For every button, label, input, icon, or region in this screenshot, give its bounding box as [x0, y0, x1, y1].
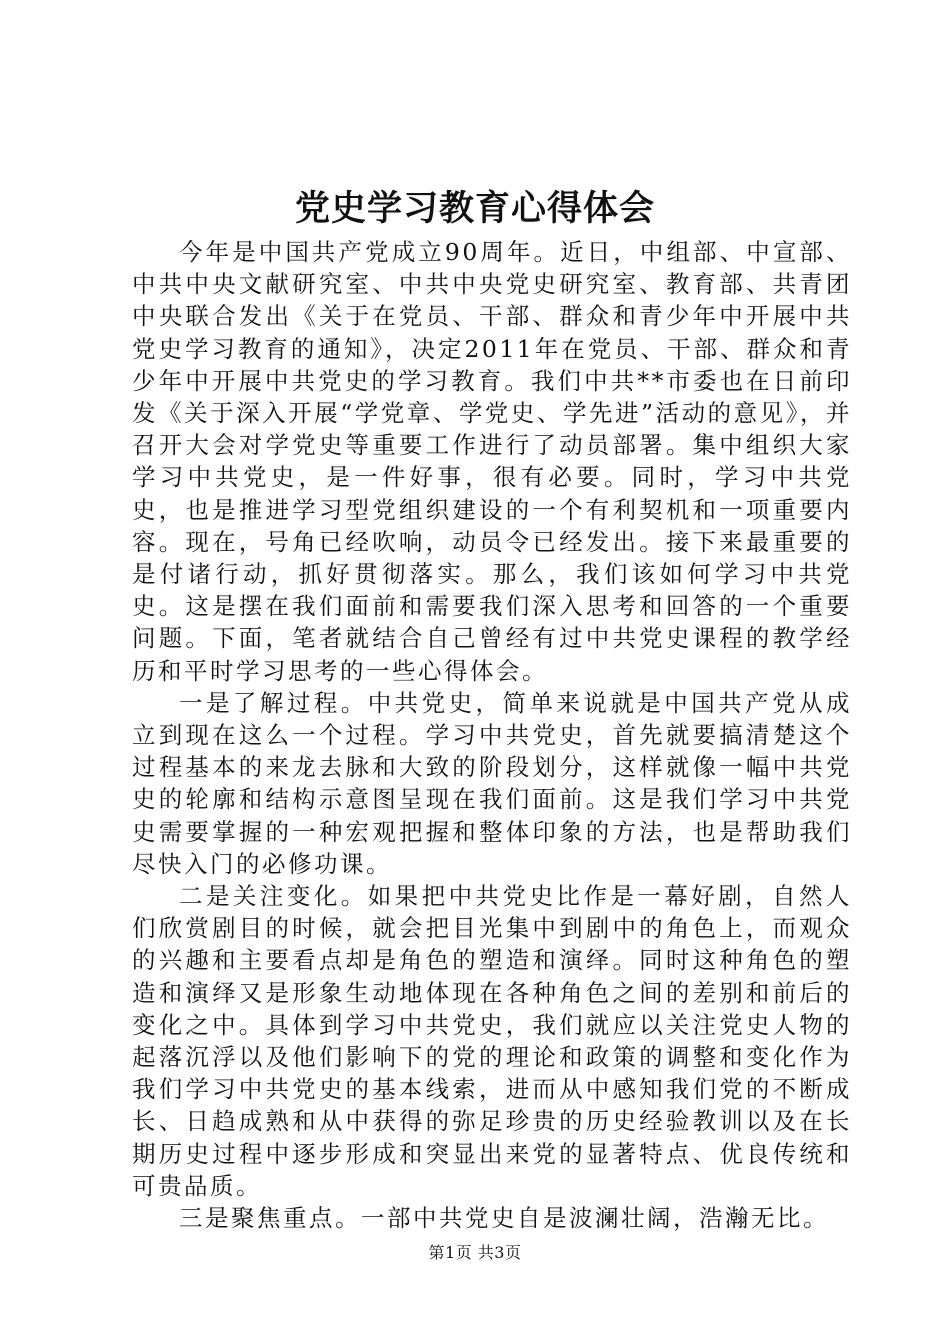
paragraph-point-two: 二是关注变化。如果把中共党史比作是一幕好剧，自然人们欣赏剧目的时候，就会把目光集中到剧中的角色上，而观众的兴趣和主要看点却是角色的塑造和演绎。同时这种角色的塑造和演绎又是形象生动地体现在各种角色之间的差别和前后的变化之中。具体到学习中共党史，我们就应以关注党史人物的起落沉浮以及他们影响下的党的理论和政策的调整和变化作为我们学习中共党史的基本线索，进而从中感知我们党的不断成长、日趋成熟和从中获得的弥足珍贵的历史经验教训以及在长期历史过程中逐步形成和突显出来党的显著特点、优良传统和可贵品质。 [132, 882, 852, 1200]
document-title: 党史学习教育心得体会 [294, 188, 655, 229]
page-number-footer: 第1页 共3页 [428, 1243, 522, 1262]
paragraph-point-one: 一是了解过程。中共党史，简单来说就是中国共产党从成立到现在这么一个过程。学习中共党史，首先就要搞清楚这个过程基本的来龙去脉和大致的阶段划分，这样就像一幅中共党史的轮廓和结构示意图呈现在我们面前。这是我们学习中共党史需要掌握的一种宏观把握和整体印象的方法，也是帮助我们尽快入门的必修功课。 [132, 688, 852, 878]
paragraph-intro: 今年是中国共产党成立90周年。近日，中组部、中宣部、中共中央文献研究室、中共中央党史研究室、教育部、共青团中央联合发出《关于在党员、干部、群众和青少年中开展中共党史学习教育的通知》，决定2011年在党员、干部、群众和青少年中开展中共党史的学习教育。我们中共**市委也在日前印发《关于深入开展“学党章、学党史、学先进”活动的意见》，并召开大会对学党史等重要工作进行了动员部署。集中组织大家学习中共党史，是一件好事，很有必要。同时，学习中共党史，也是推进学习型党组织建设的一个有利契机和一项重要内容。现在，号角已经吹响，动员令已经发出。接下来最重要的是付诸行动，抓好贯彻落实。那么，我们该如何学习中共党史。这是摆在我们面前和需要我们深入思考和回答的一个重要问题。下面，笔者就结合自己曾经有过中共党史课程的教学经历和平时学习思考的一些心得体会。 [132, 238, 852, 685]
paragraph-point-three: 三是聚焦重点。一部中共党史自是波澜壮阔，浩瀚无比。 [179, 1204, 829, 1233]
document-body [132, 236, 852, 1234]
